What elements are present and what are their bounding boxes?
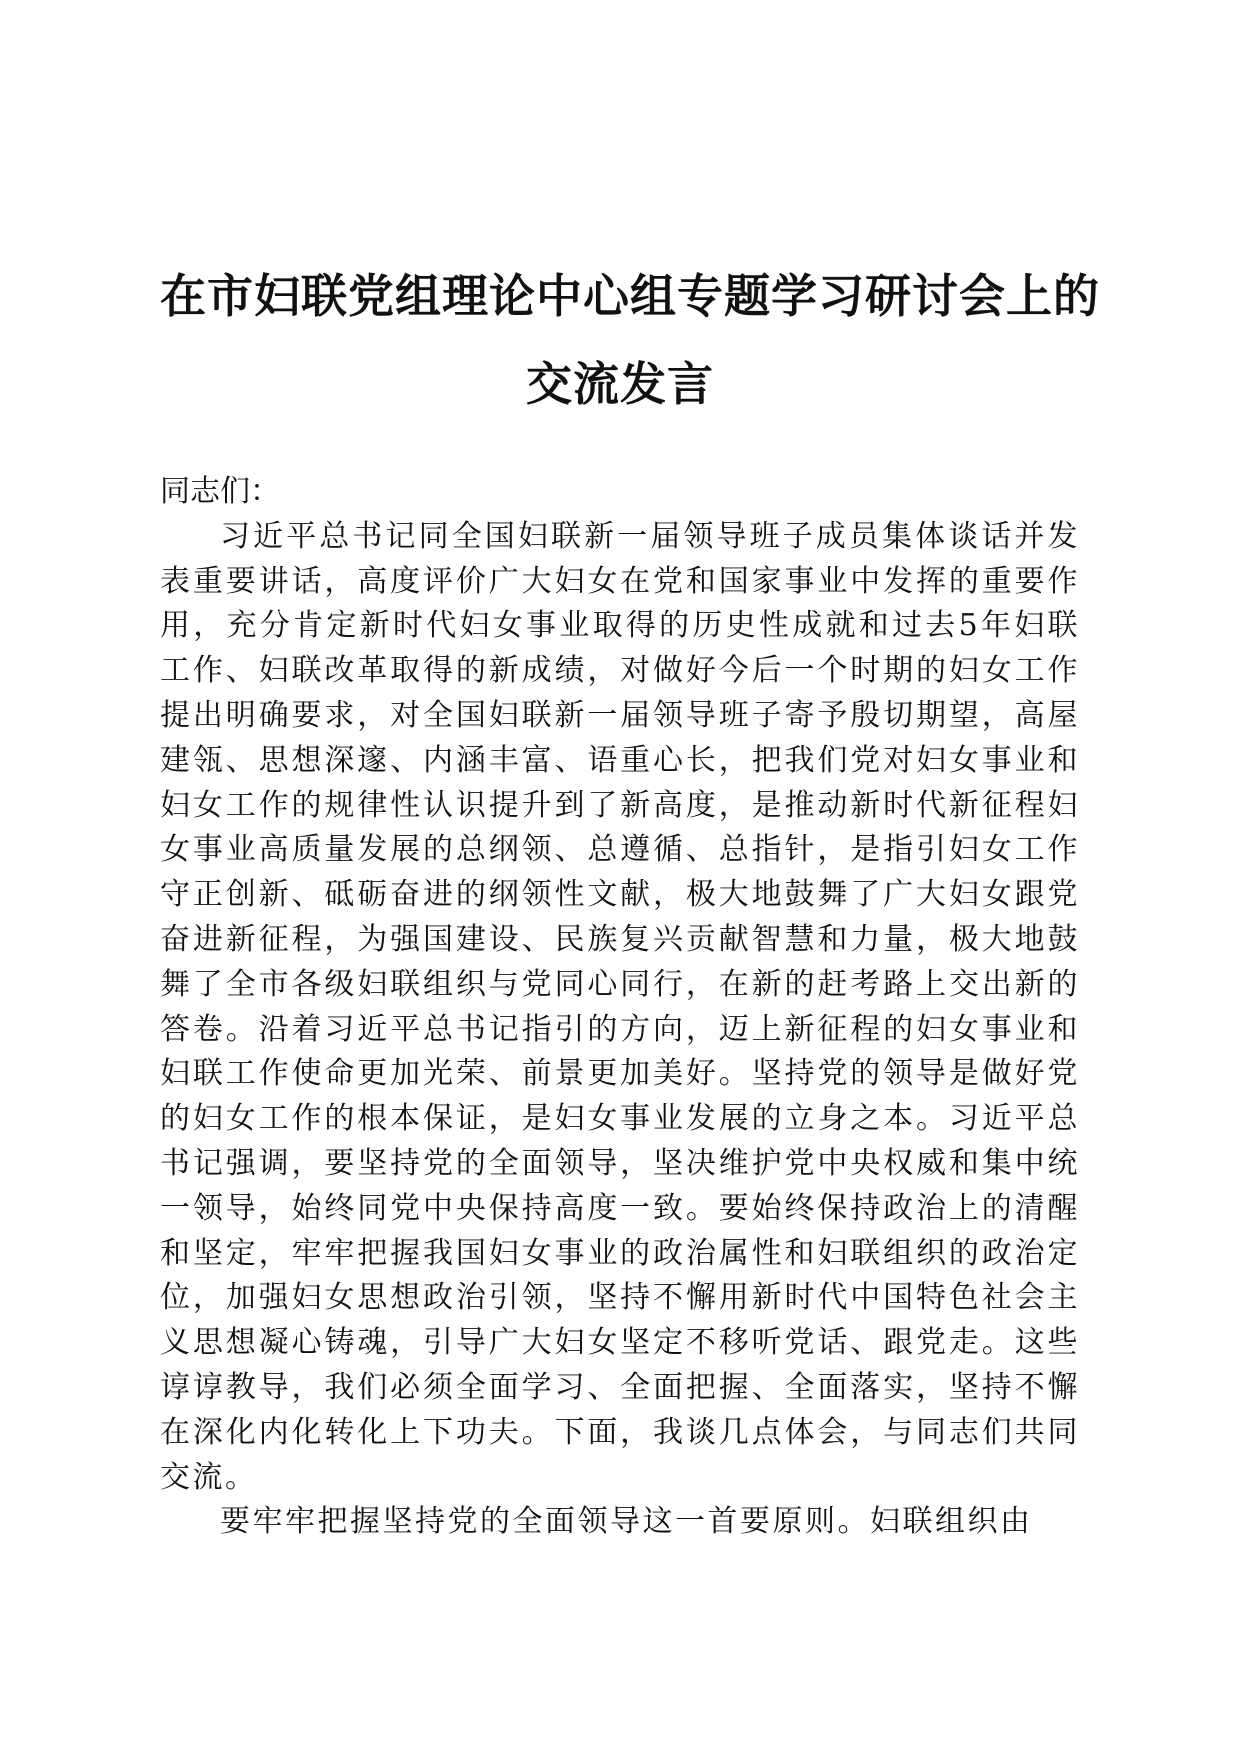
document-title (160, 252, 1100, 428)
paragraph-2: 要牢牢把握坚持党的全面领导这一首要原则。妇联组织由 (220, 1504, 1033, 1540)
salutation: 同志们： (160, 474, 280, 509)
title-line-2: 交流发言 (526, 357, 714, 411)
document-body (160, 470, 1080, 1545)
title-line-1: 在市妇联党组理论中心组专题学习研讨会上的 (160, 269, 1100, 323)
paragraph-1: 习近平总书记同全国妇联新一届领导班子成员集体谈话并发表重要讲话，高度评价广大妇女在党和国家事业中发挥的重要作用，充分肯定新时代妇女事业取得的历史性成就和过去5年妇联工作、妇联改革取得的新成绩，对做好今后一个时期的妇女工作提出明确要求，对全国妇联新一届领导班子寄予殷切期望，高屋建瓴、思想深邃、内涵丰富、语重心长，把我们党对妇女事业和妇女工作的规律性认识提升到了新高度，是推动新时代新征程妇女事业高质量发展的总纲领、总遵循、总指针，是指引妇女工作守正创新、砥砺奋进的纲领性文献，极大地鼓舞了广大妇女跟党奋进新征程，为强国建设、民族复兴贡献智慧和力量，极大地鼓舞了全市各级妇联组织与党同心同行，在新的赶考路上交出新的答卷。沿着习近平总书记指引的方向，迈上新征程的妇女事业和妇联工作使命更加光荣、前景更加美好。坚持党的领导是做好党的妇女工作的根本保证，是妇女事业发展的立身之本。习近平总书记强调，要坚持党的全面领导，坚决维护党中央权威和集中统一领导，始终同党中央保持高度一致。要始终保持政治上的清醒和坚定，牢牢把握我国妇女事业的政治属性和妇联组织的政治定位，加强妇女思想政治引领，坚持不懈用新时代中国特色社会主义思想凝心铸魂，引导广大妇女坚定不移听党话、跟党走。这些谆谆教导，我们必须全面学习、全面把握、全面落实，坚持不懈在深化内化转化上下功夫。下面，我谈几点体会，与同志们共同交流。 (160, 518, 1080, 1495)
